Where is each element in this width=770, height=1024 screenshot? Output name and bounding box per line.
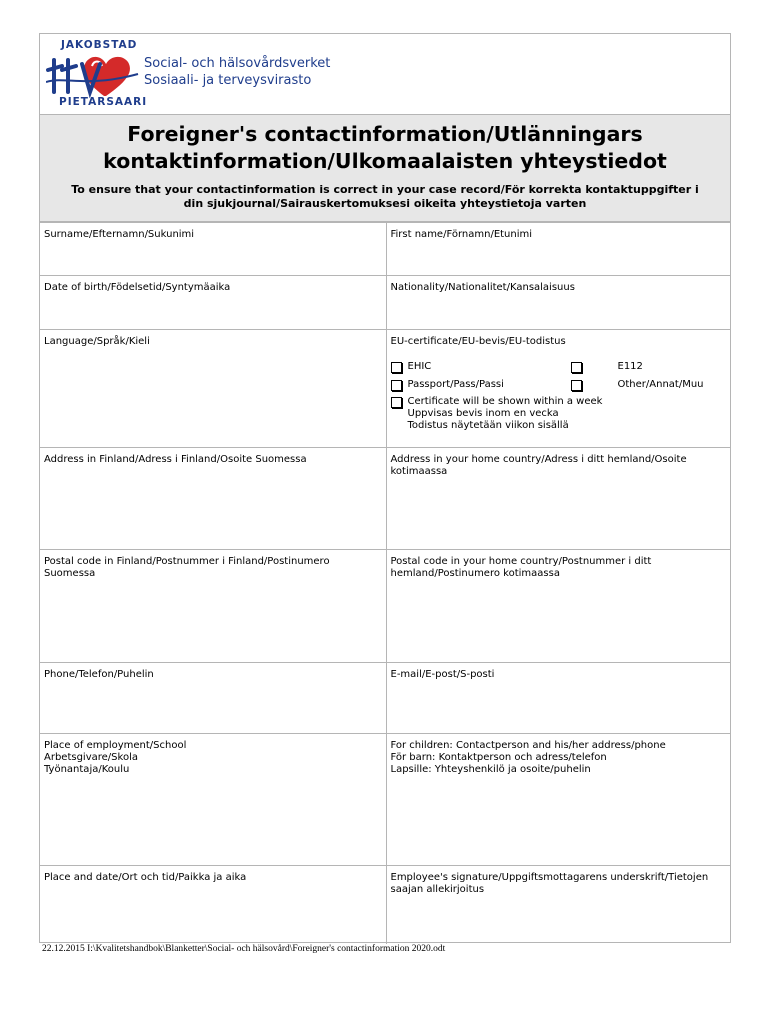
passport-label: Passport/Pass/Passi	[407, 379, 504, 390]
form-title-line1: Foreigner's contactinformation/Utlänningars	[127, 122, 643, 146]
dob-field[interactable]	[40, 276, 386, 330]
logo-block	[40, 34, 730, 114]
signature-label-line1: Employee's signature/Uppgiftsmottagarens underskrift/Tietojen	[390, 872, 709, 883]
certificate-later-label	[408, 396, 603, 432]
language-field[interactable]	[40, 330, 386, 448]
children-contact-label-line3: Lapsille: Yhteyshenkilö ja osoite/puhelin	[390, 764, 591, 775]
dob-label: Date of birth/Födelsetid/Syntymäaika	[44, 282, 231, 293]
children-contact-label-line2: För barn: Kontaktperson och adress/telefon	[390, 752, 607, 763]
signature-label-line2: saajan allekirjoitus	[390, 884, 485, 895]
certificate-note-line1: Certificate will be shown within a week	[407, 396, 603, 407]
e112-checkbox[interactable]	[571, 362, 582, 373]
table-row	[40, 734, 730, 866]
footer-path: 22.12.2015 I:\Kvalitetshandbok\Blanketter\Social- och hälsovård\Foreigner's contactinformation 2020.odt	[42, 944, 446, 954]
children-contact-label-line1: For children: Contactperson and his/her address/phone	[390, 740, 666, 751]
certificate-note-line3: Todistus näytetään viikon sisällä	[407, 420, 569, 431]
email-label: E-mail/E-post/S-posti	[390, 669, 495, 680]
other-checkbox[interactable]	[571, 380, 582, 391]
phone-field[interactable]	[40, 663, 386, 734]
first-name-field[interactable]	[386, 223, 730, 276]
table-row	[40, 330, 730, 448]
ehic-checkbox[interactable]	[391, 362, 402, 373]
postal-home-label-line2: hemland/Postinumero kotimaassa	[390, 568, 560, 579]
employment-label-line1: Place of employment/School	[44, 740, 187, 751]
table-row	[40, 663, 730, 734]
certificate-note-line2: Uppvisas bevis inom en vecka	[407, 408, 559, 419]
nationality-label: Nationality/Nationalitet/Kansalaisuus	[390, 282, 575, 293]
postal-finland-field[interactable]	[40, 550, 386, 663]
phone-label: Phone/Telefon/Puhelin	[44, 669, 154, 680]
address-finland-label: Address in Finland/Adress i Finland/Osoite Suomessa	[44, 454, 307, 465]
form-page	[39, 33, 731, 943]
form-subtitle-line2: din sjukjournal/Sairauskertomuksesi oikeita yhteystietoja varten	[183, 197, 587, 210]
certificate-later-checkbox[interactable]	[391, 397, 402, 408]
address-finland-field[interactable]	[40, 448, 386, 550]
table-row	[40, 550, 730, 663]
employment-label-line2: Arbetsgivare/Skola	[44, 752, 138, 763]
passport-checkbox[interactable]	[391, 380, 402, 391]
place-date-field[interactable]	[40, 866, 386, 944]
form-title-line2: kontaktinformation/Ulkomaalaisten yhteystiedot	[103, 149, 667, 173]
employment-field[interactable]	[40, 734, 386, 866]
form-title	[40, 121, 730, 175]
other-label: Other/Annat/Muu	[617, 379, 704, 390]
address-home-label-line2: kotimaassa	[390, 466, 448, 477]
contact-form-table	[40, 222, 730, 944]
employment-label-line3: Työnantaja/Koulu	[44, 764, 130, 775]
table-row	[40, 223, 730, 276]
logo-org-finnish: Sosiaali- ja terveysvirasto	[144, 73, 312, 88]
logo-city-bottom: PIETARSAARI	[59, 96, 148, 108]
eu-certificate-cell	[386, 330, 730, 448]
logo-org-swedish: Social- och hälsovårdsverket	[144, 56, 331, 71]
table-row	[40, 448, 730, 550]
postal-home-field[interactable]	[386, 550, 730, 663]
postal-finland-label-line2: Suomessa	[44, 568, 96, 579]
form-header	[40, 114, 730, 222]
signature-field[interactable]	[386, 866, 730, 944]
surname-label: Surname/Efternamn/Sukunimi	[44, 229, 195, 240]
postal-home-label-line1: Postal code in your home country/Postnummer i ditt	[390, 556, 652, 567]
nationality-field[interactable]	[386, 276, 730, 330]
language-label: Language/Språk/Kieli	[44, 336, 150, 347]
address-home-label-line1: Address in your home country/Adress i ditt hemland/Osoite	[390, 454, 687, 465]
eu-options	[391, 358, 727, 432]
surname-field[interactable]	[40, 223, 386, 276]
logo-city-top: JAKOBSTAD	[61, 39, 138, 51]
email-field[interactable]	[386, 663, 730, 734]
ehic-label: EHIC	[407, 361, 432, 372]
table-row	[40, 866, 730, 944]
eu-certificate-label: EU-certificate/EU-bevis/EU-todistus	[390, 336, 566, 347]
children-contact-field[interactable]	[386, 734, 730, 866]
place-date-label: Place and date/Ort och tid/Paikka ja aika	[44, 872, 247, 883]
form-subtitle	[60, 183, 710, 211]
first-name-label: First name/Förnamn/Etunimi	[390, 229, 533, 240]
e112-label: E112	[617, 361, 643, 372]
form-subtitle-line1: To ensure that your contactinformation is correct in your case record/För korrekta kontaktuppgifter i	[71, 183, 699, 196]
table-row	[40, 276, 730, 330]
postal-finland-label-line1: Postal code in Finland/Postnummer i Finland/Postinumero	[44, 556, 330, 567]
address-home-field[interactable]	[386, 448, 730, 550]
logo-heart-icon	[46, 52, 142, 98]
